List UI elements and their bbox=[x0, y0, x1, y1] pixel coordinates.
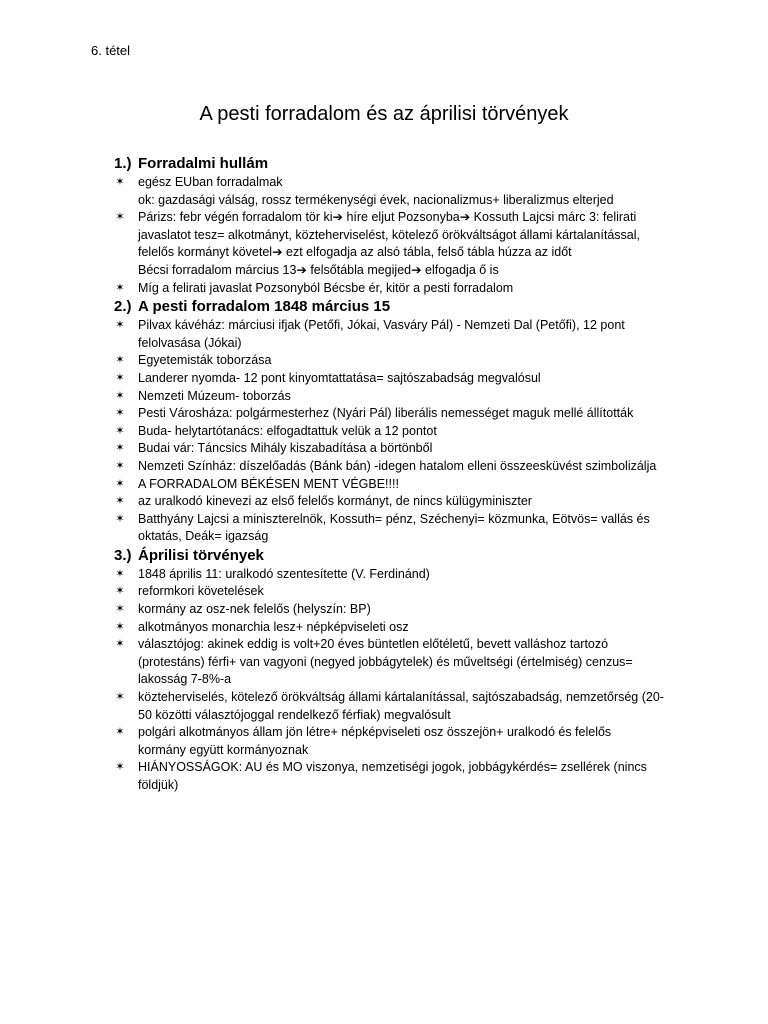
list-item bbox=[114, 352, 680, 370]
list-item bbox=[114, 317, 680, 352]
document-label: 6. tétel bbox=[91, 43, 131, 58]
list-item-text: lakosság 7-8%-a bbox=[138, 672, 232, 687]
list-item-text: kormány együtt kormányoznak bbox=[138, 742, 309, 757]
section-heading-text: Áprilisi törvények bbox=[138, 546, 264, 564]
list-item bbox=[114, 601, 680, 619]
list-item-text: Landerer nyomda- 12 pont kinyomtattatása= sajtószabadság megvalósul bbox=[138, 370, 541, 385]
list-item-text: reformkori követelések bbox=[138, 584, 264, 599]
section-1 bbox=[114, 154, 680, 297]
list-item-text: Bécsi forradalom március 13➔ felsőtábla megijed➔ elfogadja ő is bbox=[138, 262, 499, 277]
list-item-text: Nemzeti Múzeum- toborzás bbox=[138, 388, 291, 403]
list-item bbox=[114, 209, 680, 279]
list-item bbox=[114, 423, 680, 441]
document-body bbox=[114, 154, 680, 795]
list-item-text: alkotmányos monarchia lesz+ népképviseleti osz bbox=[138, 619, 409, 634]
star-bullet-icon: ✶ bbox=[115, 459, 125, 472]
list-item-text: az uralkodó kinevezi az első felelős kormányt, de nincs külügyminiszter bbox=[138, 494, 532, 509]
list-item bbox=[114, 493, 680, 511]
list-item-text: felolvasása (Jókai) bbox=[138, 335, 242, 350]
bullet-list bbox=[114, 174, 680, 297]
star-bullet-icon: ✶ bbox=[115, 424, 125, 437]
star-bullet-icon: ✶ bbox=[115, 281, 125, 294]
star-bullet-icon: ✶ bbox=[115, 354, 125, 367]
list-item bbox=[114, 759, 680, 794]
section-number: 3.) bbox=[114, 546, 132, 564]
list-item bbox=[114, 280, 680, 298]
section-heading-text: Forradalmi hullám bbox=[138, 155, 269, 172]
list-item-text: Batthyány Lajcsi a miniszterelnök, Kossuth= pénz, Széchenyi= közmunka, Eötvös= vallás és bbox=[138, 511, 650, 526]
list-item bbox=[114, 511, 680, 546]
list-item-text: polgári alkotmányos állam jön létre+ népképviseleti osz összejön+ uralkodó és felelős bbox=[138, 725, 612, 740]
list-item bbox=[114, 689, 680, 724]
list-item-text: Párizs: febr végén forradalom tör ki➔ híre eljut Pozsonyba➔ Kossuth Lajcsi márc 3: felirati bbox=[138, 210, 637, 225]
document-title: A pesti forradalom és az áprilisi törvények bbox=[199, 103, 569, 126]
star-bullet-icon: ✶ bbox=[115, 371, 125, 384]
list-item-text: (protestáns) férfi+ van vagyoni (negyed jobbágytelek) és műveltségi (értelmiség) cenzus= bbox=[138, 654, 633, 669]
star-bullet-icon: ✶ bbox=[115, 319, 125, 332]
list-item-text: HIÁNYOSSÁGOK: AU és MO viszonya, nemzetiségi jogok, jobbágykérdés= zsellérek (nincs bbox=[138, 760, 647, 775]
list-item bbox=[114, 174, 680, 192]
list-item-text: egész EUban forradalmak bbox=[138, 175, 283, 189]
star-bullet-icon: ✶ bbox=[115, 603, 125, 616]
list-item-text: ok: gazdasági válság, rossz termékenységi évek, nacionalizmus+ liberalizmus elterjed bbox=[138, 192, 614, 207]
list-item bbox=[114, 458, 680, 476]
list-item-text: Pilvax kávéház: márciusi ifjak (Petőfi, Jókai, Vasváry Pál) - Nemzeti Dal (Petőfi), 12 pont bbox=[138, 318, 625, 333]
star-bullet-icon: ✶ bbox=[115, 442, 125, 455]
star-bullet-icon: ✶ bbox=[115, 620, 125, 633]
list-item-text: felelős kormányt követel➔ ezt elfogadja az alsó tábla, felső tábla húzza az időt bbox=[138, 245, 572, 260]
list-item-text: A FORRADALOM BÉKÉSEN MENT VÉGBE!!!! bbox=[138, 476, 399, 491]
star-bullet-icon: ✶ bbox=[115, 638, 125, 651]
list-item bbox=[114, 619, 680, 637]
list-item-text: javaslatot tesz= alkotmányt, közteherviselést, kötelező örökváltságot állami kártalanítással, bbox=[138, 227, 640, 242]
list-item bbox=[114, 583, 680, 601]
star-bullet-icon: ✶ bbox=[115, 726, 125, 739]
list-item bbox=[114, 440, 680, 458]
list-item bbox=[114, 405, 680, 423]
section-number: 1.) bbox=[114, 155, 132, 172]
list-item bbox=[114, 636, 680, 689]
list-item bbox=[114, 388, 680, 406]
section-heading bbox=[114, 154, 680, 174]
list-item-text: Budai vár: Táncsics Mihály kiszabadítása a börtönből bbox=[138, 441, 433, 456]
bullet-list bbox=[114, 317, 680, 546]
star-bullet-icon: ✶ bbox=[115, 477, 125, 490]
section-heading bbox=[114, 546, 680, 566]
section-3 bbox=[114, 546, 680, 795]
star-bullet-icon: ✶ bbox=[115, 761, 125, 774]
star-bullet-icon: ✶ bbox=[115, 495, 125, 508]
list-item bbox=[114, 476, 680, 494]
list-item-text: választójog: akinek eddig is volt+20 éves büntetlen előtéletű, bevett valláshoz tartozó bbox=[138, 637, 609, 652]
section-2 bbox=[114, 297, 680, 546]
list-item-text: Míg a felirati javaslat Pozsonyból Bécsbe ér, kitör a pesti forradalom bbox=[138, 280, 514, 295]
list-item-text: Nemzeti Színház: díszelőadás (Bánk bán) -idegen hatalom elleni összeesküvést szimbolizálja bbox=[138, 458, 657, 473]
list-item-continuation bbox=[114, 192, 680, 210]
list-item-text: oktatás, Deák= igazság bbox=[138, 529, 269, 544]
list-item bbox=[114, 566, 680, 584]
list-item-text: kormány az osz-nek felelős (helyszín: BP) bbox=[138, 602, 371, 617]
star-bullet-icon: ✶ bbox=[115, 176, 125, 188]
list-item bbox=[114, 370, 680, 388]
list-item-text: Buda- helytartótanács: elfogadtattuk velük a 12 pontot bbox=[138, 423, 437, 438]
list-item-text: földjük) bbox=[138, 778, 179, 792]
star-bullet-icon: ✶ bbox=[115, 389, 125, 402]
list-item-text: 50 közötti választójoggal rendelkező férfiak) megvalósult bbox=[138, 707, 451, 722]
list-item-text: Egyetemisták toborzása bbox=[138, 353, 272, 368]
list-item bbox=[114, 724, 680, 759]
section-heading bbox=[114, 297, 680, 317]
star-bullet-icon: ✶ bbox=[115, 407, 125, 420]
list-item-text: 1848 április 11: uralkodó szentesítette (V. Ferdinánd) bbox=[138, 566, 430, 581]
section-number: 2.) bbox=[114, 298, 132, 316]
star-bullet-icon: ✶ bbox=[115, 567, 125, 580]
section-heading-text: A pesti forradalom 1848 március 15 bbox=[138, 298, 391, 316]
bullet-list bbox=[114, 566, 680, 795]
list-item-text: Pesti Városháza: polgármesterhez (Nyári Pál) liberális nemességet maguk mellé állították bbox=[138, 406, 634, 421]
list-item-text: közteherviselés, kötelező örökváltság állami kártalanítással, sajtószabadság, nemzetőrség (20- bbox=[138, 690, 664, 705]
star-bullet-icon: ✶ bbox=[115, 585, 125, 598]
star-bullet-icon: ✶ bbox=[115, 691, 125, 704]
star-bullet-icon: ✶ bbox=[115, 512, 125, 525]
star-bullet-icon: ✶ bbox=[115, 211, 125, 224]
